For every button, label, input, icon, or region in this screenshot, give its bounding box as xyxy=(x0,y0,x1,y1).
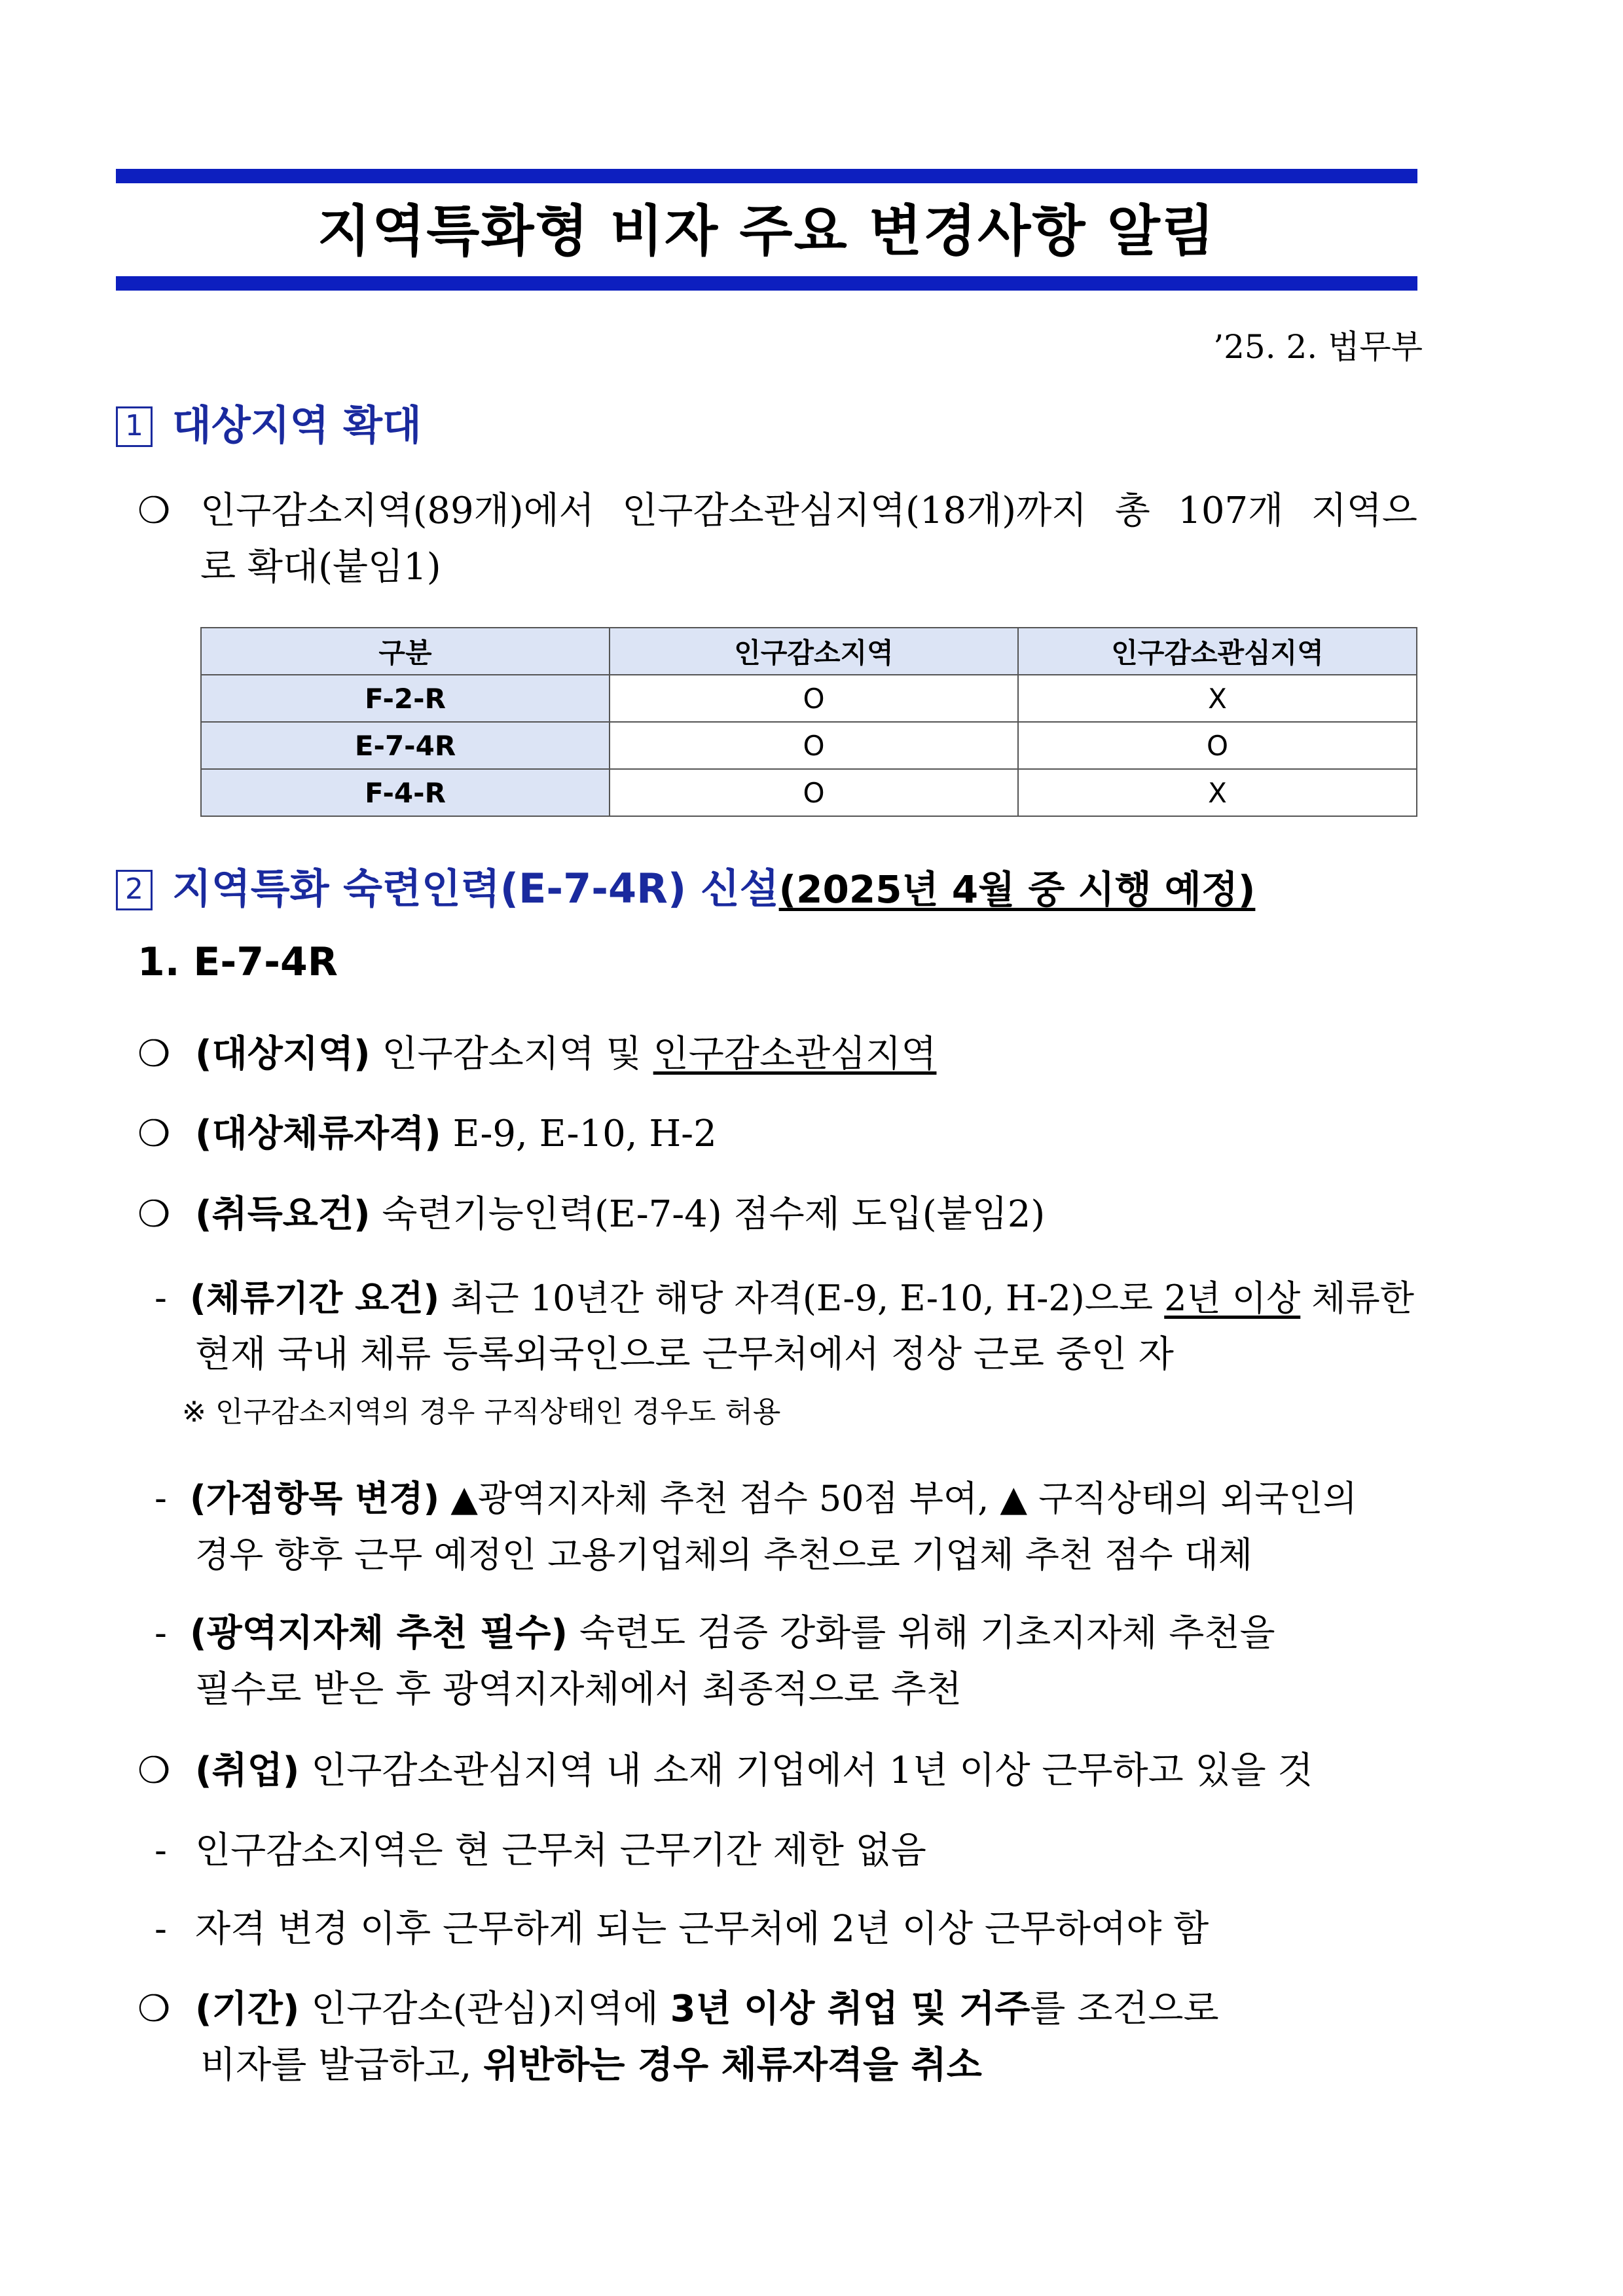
employment-sub-2: 자격 변경 이후 근무하게 되는 근무처에 2년 이상 근무하여야 함 xyxy=(195,1908,1209,1950)
table-cell: O xyxy=(1018,722,1417,769)
recommendation-item: (광역지자체 추천 필수) 숙련도 검증 강화를 위해 기초지자체 추천을 xyxy=(190,1612,1275,1655)
table-cell: O xyxy=(610,722,1018,769)
note: ※ 인구감소지역의 경우 구직상태인 경우도 허용 xyxy=(182,1395,781,1429)
table-cell: X xyxy=(1018,675,1417,722)
table-header-cell: 구분 xyxy=(201,628,610,675)
table-row-head: F-2-R xyxy=(201,675,610,722)
dash-icon: - xyxy=(155,1612,167,1655)
acquisition-item: (취득요건) 숙련기능인력(E-7-4) 점수제 도입(붙임2) xyxy=(195,1193,1046,1236)
term-item-line-2: 비자를 발급하고, 위반하는 경우 체류자격을 취소 xyxy=(200,2044,982,2087)
employment-sub-1: 인구감소지역은 현 근무처 근무기간 제한 없음 xyxy=(195,1829,926,1872)
recommendation-item-line-2: 필수로 받은 후 광역지자체에서 최종적으로 추천 xyxy=(195,1668,962,1711)
title-rule-bottom xyxy=(116,276,1417,291)
bullet-icon: ❍ xyxy=(137,1988,171,2030)
dash-icon: - xyxy=(155,1829,167,1872)
section-1-title: 대상지역 확대 xyxy=(172,401,422,449)
section-2-schedule: (2025년 4월 중 시행 예정) xyxy=(778,867,1256,912)
region-visa-table xyxy=(200,627,1417,817)
page-title: 지역특화형 비자 주요 변경사항 알림 xyxy=(317,199,1216,263)
section-2-number: 2 xyxy=(116,870,153,910)
section-1-heading xyxy=(116,399,422,452)
table-cell: X xyxy=(1018,769,1417,816)
bonus-item: (가점항목 변경) ▲광역지자체 추천 점수 50점 부여, ▲ 구직상태의 외국인의 xyxy=(190,1478,1357,1519)
table-header-row xyxy=(201,628,1417,675)
table-row xyxy=(201,769,1417,816)
table-header-cell: 인구감소관심지역 xyxy=(1018,628,1417,675)
bullet-icon: ❍ xyxy=(137,1193,171,1236)
period-item-line-2: 현재 국내 체류 등록외국인으로 근무처에서 정상 근로 중인 자 xyxy=(195,1333,1174,1376)
section-2-title: 지역특화 숙련인력(E-7-4R) 신설 xyxy=(172,865,779,912)
table-header-cell: 인구감소지역 xyxy=(610,628,1018,675)
bullet-icon: ❍ xyxy=(137,1033,171,1075)
employment-item: (취업) 인구감소관심지역 내 소재 기업에서 1년 이상 근무하고 있을 것 xyxy=(195,1749,1313,1792)
status-item: (대상체류자격) E-9, E-10, H-2 xyxy=(195,1113,717,1155)
issue-date: ’25. 2. 법무부 xyxy=(1213,328,1423,366)
dash-icon: - xyxy=(155,1477,167,1520)
table-row xyxy=(201,675,1417,722)
title-rule-top xyxy=(116,169,1417,183)
section-1-line-1: 인구감소지역(89개)에서 인구감소관심지역(18개)까지 총 107개 지역으 xyxy=(200,490,1417,532)
dash-icon: - xyxy=(155,1277,167,1319)
table-row-head: E-7-4R xyxy=(201,722,610,769)
section-2-heading xyxy=(116,863,1255,916)
target-area-item: (대상지역) 인구감소지역 및 인구감소관심지역 xyxy=(195,1033,937,1075)
subsection-title: 1. E-7-4R xyxy=(137,939,338,985)
table-cell: O xyxy=(610,769,1018,816)
bullet-icon: ❍ xyxy=(137,490,171,532)
dash-icon: - xyxy=(155,1908,167,1950)
term-item: (기간) 인구감소(관심)지역에 3년 이상 취업 및 거주를 조건으로 xyxy=(195,1988,1219,2030)
bullet-icon: ❍ xyxy=(137,1113,171,1155)
table-row-head: F-4-R xyxy=(201,769,610,816)
period-item: (체류기간 요건) 최근 10년간 해당 자격(E-9, E-10, H-2)으로 2년 이상 체류한 xyxy=(190,1278,1414,1319)
table-row xyxy=(201,722,1417,769)
section-1-number: 1 xyxy=(116,406,153,447)
bullet-icon: ❍ xyxy=(137,1749,171,1792)
section-1-line-2: 로 확대(붙임1) xyxy=(200,546,441,588)
bonus-item-line-2: 경우 향후 근무 예정인 고용기업체의 추천으로 기업체 추천 점수 대체 xyxy=(195,1534,1253,1575)
table-cell: O xyxy=(610,675,1018,722)
